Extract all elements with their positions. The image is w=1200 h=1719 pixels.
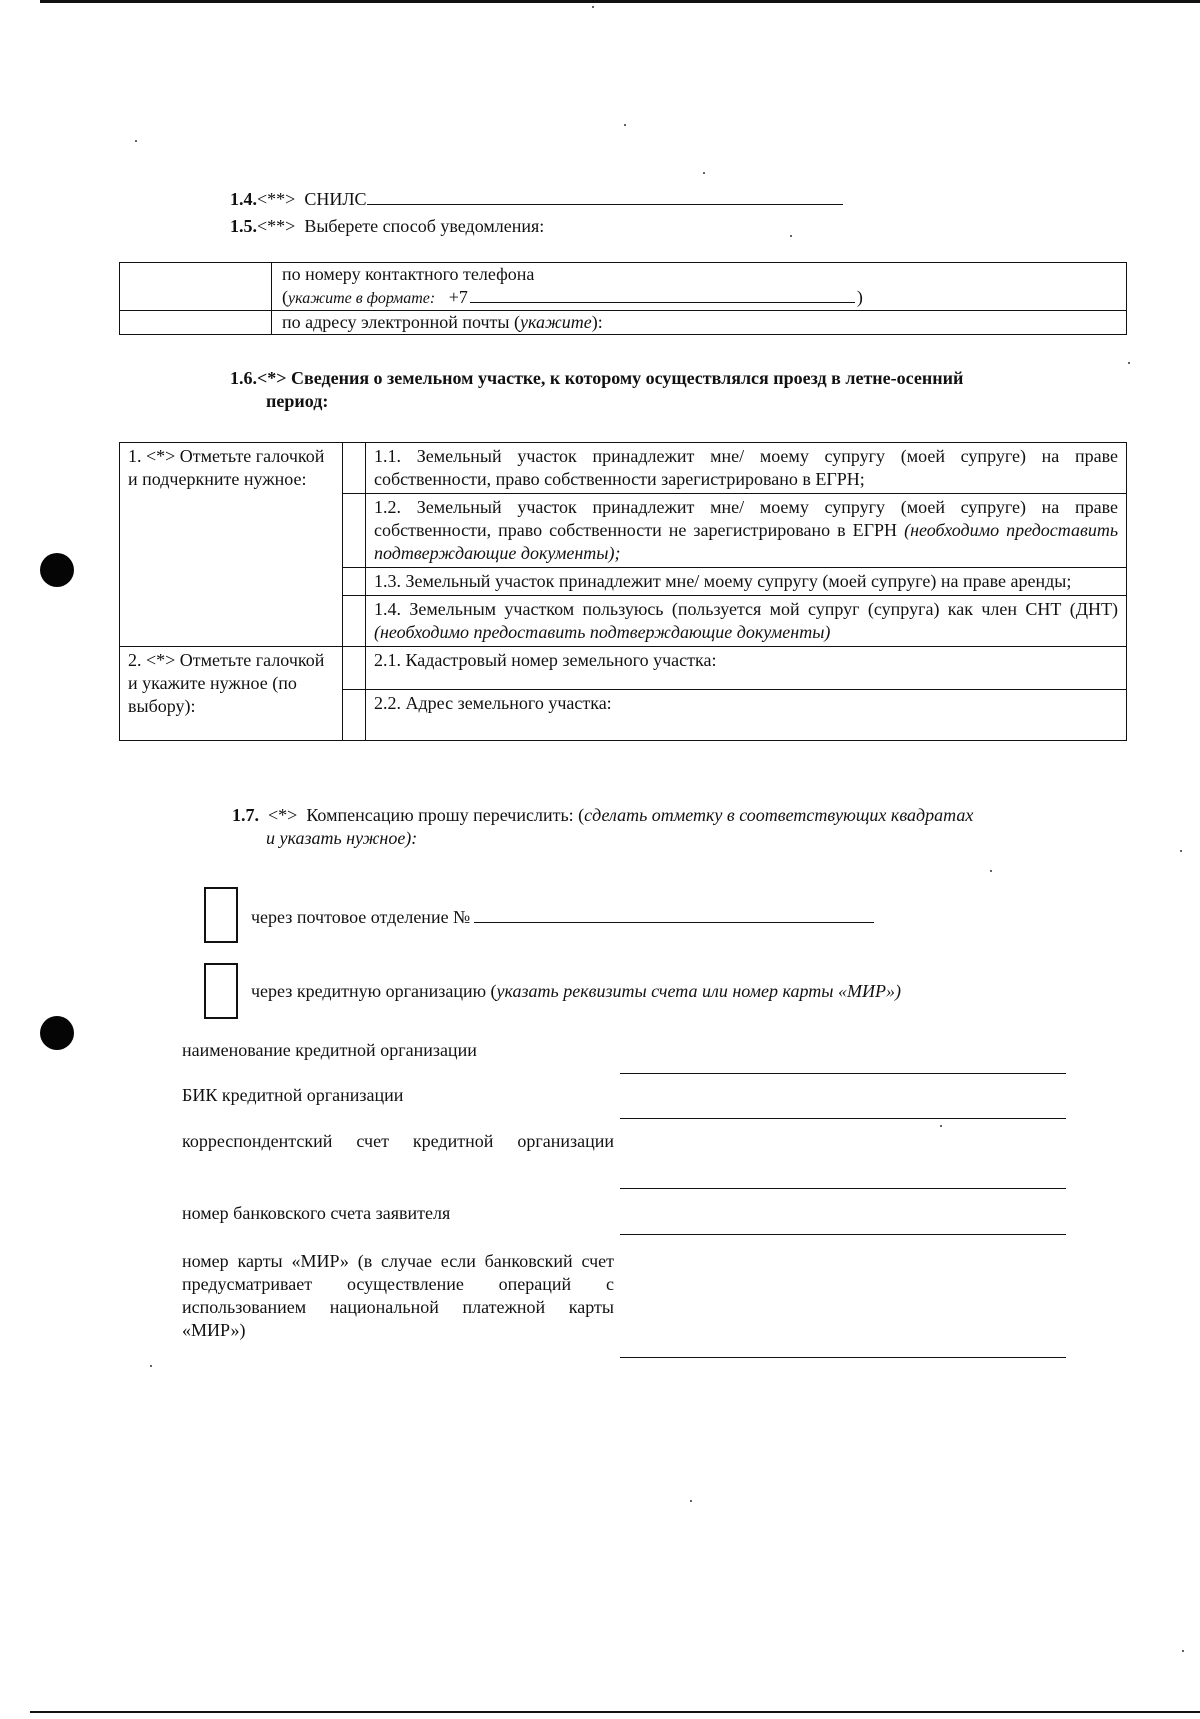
notify-email-checkbox-cell[interactable]: [120, 310, 272, 334]
corr-account-input-line[interactable]: [620, 1188, 1066, 1189]
applicant-account-input-line[interactable]: [620, 1234, 1066, 1235]
mir-card-input-line[interactable]: [620, 1357, 1066, 1358]
bank-option-hint: указать реквизиты счета или номер карты «МИР»): [496, 981, 901, 1001]
scan-speck: [940, 1125, 942, 1127]
opt-2-2-checkbox[interactable]: [343, 690, 366, 741]
opt-2-1-checkbox[interactable]: [343, 647, 366, 690]
notify-email-cell: [272, 310, 1127, 334]
phone-hint-open: (: [282, 287, 288, 308]
post-office-checkbox[interactable]: [204, 887, 238, 943]
snils-input-line[interactable]: [367, 186, 843, 205]
scan-speck: [135, 140, 137, 142]
applicant-account-label: номер банковского счета заявителя: [182, 1203, 451, 1223]
group1-label: 1. <*> Отметьте галочкой и подчеркните нужное:: [120, 443, 343, 647]
snils-label: СНИЛС: [304, 189, 367, 209]
bank-option: [251, 980, 901, 1003]
bank-bik-label: БИК кредитной организации: [182, 1085, 404, 1105]
scan-speck: [624, 124, 626, 126]
scan-speck: [592, 6, 594, 8]
bank-option-label: через кредитную организацию (: [251, 981, 497, 1001]
opt-2-1-text: 2.1. Кадастровый номер земельного участка:: [366, 647, 1127, 690]
bank-bik-input-line[interactable]: [620, 1118, 1066, 1119]
phone-hint: укажите в формате:: [288, 290, 436, 308]
notify-phone-format-line: [282, 286, 1116, 309]
scan-speck: [990, 870, 992, 872]
section-1-6-title-line2: период:: [266, 391, 329, 412]
opt-1-2-cell: [366, 494, 1127, 568]
group2-label: 2. <*> Отметьте галочкой и укажите нужное (по выбору):: [120, 647, 343, 741]
opt-1-2-note: (необходимо предоставить подтверждающие документы);: [374, 520, 1119, 564]
punch-hole-bottom: [40, 1016, 74, 1050]
opt-1-1-checkbox[interactable]: [343, 443, 366, 494]
opt-2-2-text: 2.2. Адрес земельного участка:: [366, 690, 1127, 741]
phone-prefix: +7: [448, 287, 468, 308]
scan-edge-top: [40, 0, 1200, 3]
section-1-4-number: 1.4.: [230, 189, 257, 209]
section-1-6-heading: [230, 367, 1130, 413]
compensation-hint-line2: и указать нужное):: [266, 828, 418, 849]
notify-email-row: [120, 310, 1127, 334]
scan-edge-bottom: [30, 1711, 1200, 1713]
scan-speck: [150, 1365, 152, 1367]
bank-checkbox[interactable]: [204, 963, 238, 1019]
opt-1-4-checkbox[interactable]: [343, 596, 366, 647]
section-1-5-number: 1.5.: [230, 216, 257, 236]
notify-phone-cell: [272, 263, 1127, 311]
opt-1-1-text: 1.1. Земельный участок принадлежит мне/ моему супругу (моей супруге) на праве собственности, право собственности зарегистрировано в ЕГРН;: [366, 443, 1127, 494]
opt-1-2-text: 1.2. Земельный участок принадлежит мне/ моему супругу (моей супруге) на праве собственности, право собственности не зарегистрировано в ЕГРН: [374, 497, 1118, 541]
section-1-7-marker: <*>: [268, 805, 298, 825]
section-1-7-number: 1.7.: [232, 805, 259, 825]
section-1-4: [230, 186, 843, 211]
notify-phone-title: по номеру контактного телефона: [282, 264, 535, 284]
notify-method-table: [119, 262, 1127, 335]
section-1-5: [230, 215, 544, 238]
opt-1-2-checkbox[interactable]: [343, 494, 366, 568]
opt-1-4-text: 1.4. Земельным участком пользуюсь (пользуется мой супруг (супруга) как член СНТ (ДНТ): [374, 599, 1118, 620]
compensation-label: Компенсацию прошу перечислить: (: [306, 805, 585, 825]
scan-speck: [1128, 362, 1130, 364]
phone-input-line[interactable]: [470, 286, 855, 303]
scan-speck: [703, 172, 705, 174]
email-text: по адресу электронной почты (: [282, 311, 521, 332]
section-1-4-marker: <**>: [257, 189, 296, 209]
opt-1-3-text: 1.3. Земельный участок принадлежит мне/ моему супругу (моей супруге) на праве аренды;: [366, 568, 1127, 596]
post-office-option: [251, 904, 874, 929]
mir-card-label: номер карты «МИР» (в случае если банковский счет предусматривает осуществление операций с использованием национальной платежной карты «МИР»): [182, 1251, 614, 1341]
punch-hole-top: [40, 553, 74, 587]
notify-method-label: Выберете способ уведомления:: [304, 216, 545, 236]
opt-1-4-cell: [366, 596, 1127, 647]
notify-phone-checkbox-cell[interactable]: [120, 263, 272, 311]
land-plot-table: [119, 442, 1127, 741]
post-office-label: через почтовое отделение №: [251, 907, 471, 927]
email-hint: укажите: [520, 311, 592, 332]
opt-1-3-checkbox[interactable]: [343, 568, 366, 596]
section-1-6-number: 1.6.: [230, 368, 257, 388]
notify-phone-row: [120, 263, 1127, 311]
post-office-number-line[interactable]: [474, 904, 874, 923]
scan-speck: [1180, 850, 1182, 852]
bank-name-label: наименование кредитной организации: [182, 1040, 477, 1060]
phone-hint-close: ): [856, 287, 863, 308]
bank-name-input-line[interactable]: [620, 1073, 1066, 1074]
scan-speck: [1182, 1650, 1184, 1652]
scan-speck: [790, 235, 792, 237]
email-close: ):: [591, 311, 603, 332]
opt-1-4-note: (необходимо предоставить подтверждающие документы): [374, 622, 831, 643]
corr-account-label: корреспондентский счет кредитной организации: [182, 1131, 614, 1151]
compensation-hint-line1: сделать отметку в соответствующих квадратах: [584, 805, 974, 825]
land-row-2-1: [120, 647, 1127, 690]
land-row-1-1: [120, 443, 1127, 494]
section-1-7-heading: [232, 804, 1132, 850]
section-1-5-marker: <**>: [257, 216, 296, 236]
section-1-6-title-line1: <*> Сведения о земельном участке, к которому осуществлялся проезд в летне-осенний: [257, 368, 964, 388]
scan-speck: [690, 1500, 692, 1502]
